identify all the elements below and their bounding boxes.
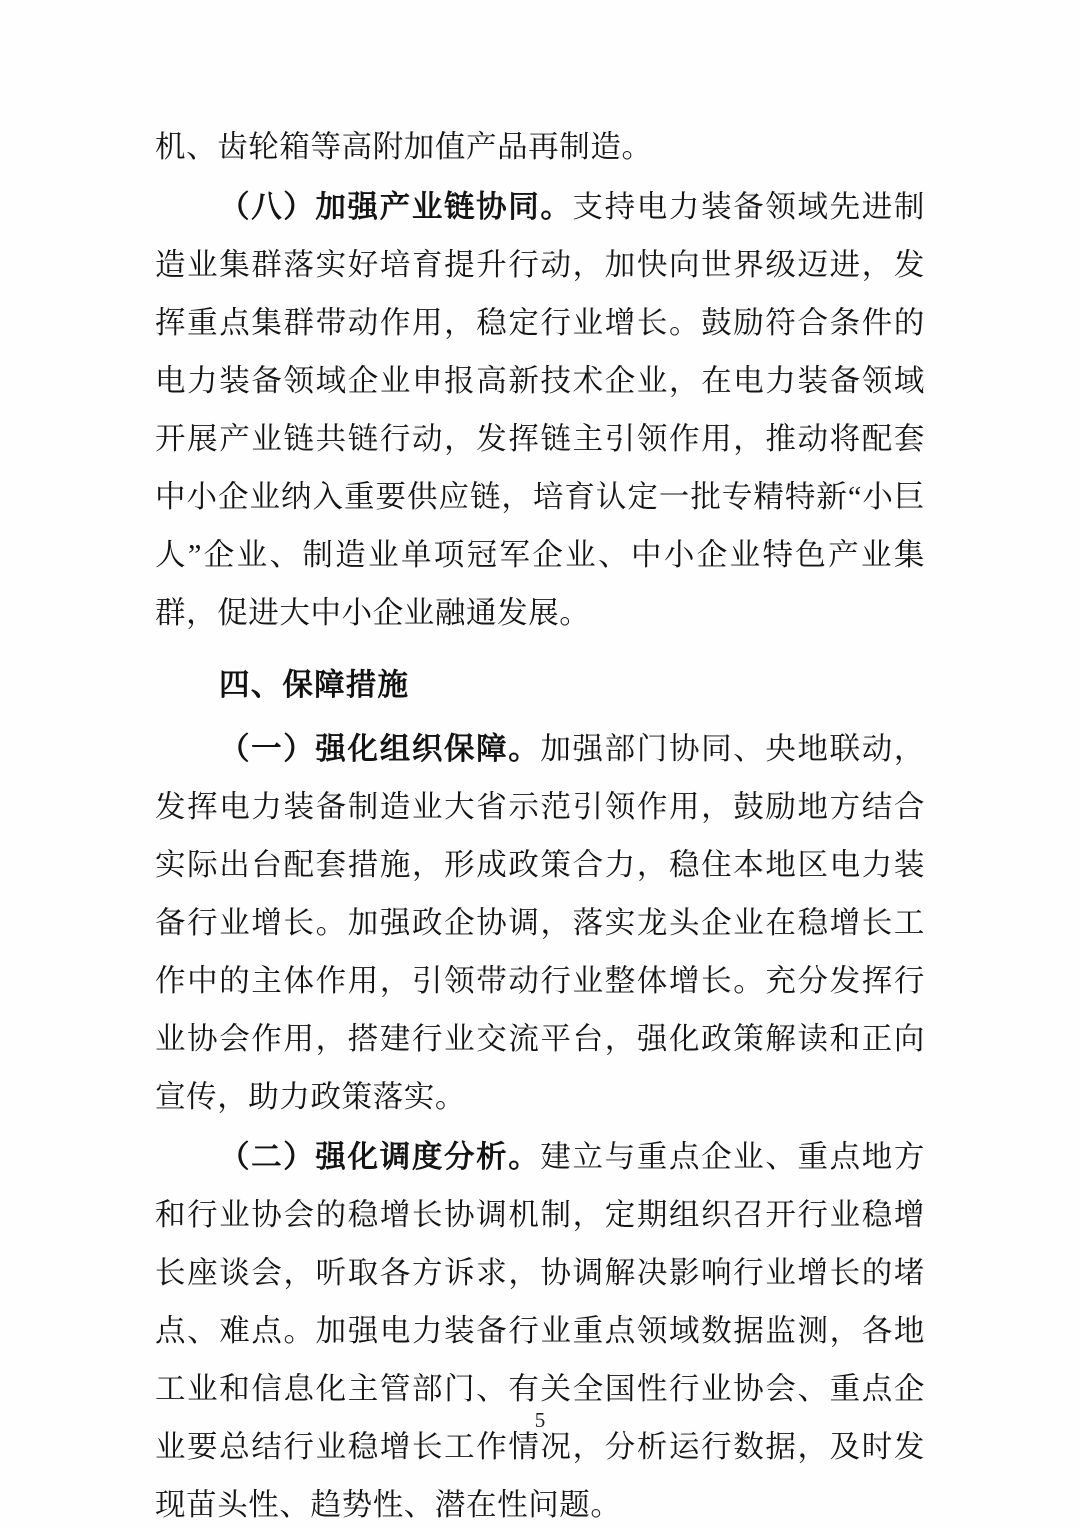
page-number: 5 xyxy=(534,1408,546,1432)
paragraph-continuation xyxy=(155,118,925,176)
document-body xyxy=(155,118,925,1536)
paragraph-item-2 xyxy=(155,1128,925,1534)
paragraph-text: 建立与重点企业、重点地方和行业协会的稳增长协调机制，定期组织召开行业稳增长座谈会，听取各方诉求，协调解决影响行业增长的堵点、难点。加强电力装备行业重点领域数据监测，各地工业和信息化主管部门、有关全国性行业协会、重点企业要总结行业稳增长工作情况，分析运行数据，及时发现苗头性、趋势性、潜在性问题。 xyxy=(155,1140,926,1522)
paragraph-lead-label: （二）强化调度分析。 xyxy=(219,1140,541,1174)
paragraph-item-1 xyxy=(155,720,925,1126)
paragraph-text: 加强部门协同、央地联动，发挥电力装备制造业大省示范引领作用，鼓励地方结合实际出台配套措施，形成政策合力，稳住本地区电力装备行业增长。加强政企协调，落实龙头企业在稳增长工作中的主体作用，引领带动行业整体增长。充分发挥行业协会作用，搭建行业交流平台，强化政策解读和正向宣传，助力政策落实。 xyxy=(155,732,926,1114)
paragraph-lead-label: （一）强化组织保障。 xyxy=(219,732,541,766)
section-heading-four: 四、保障措施 xyxy=(219,668,410,702)
paragraph-text: 支持电力装备领域先进制造业集群落实好培育提升行动，加快向世界级迈进，发挥重点集群带动作用，稳定行业增长。鼓励符合条件的电力装备领域企业申报高新技术企业，在电力装备领域开展产业链共链行动，发挥链主引领作用，推动将配套中小企业纳入重要供应链，培育认定一批专精特新“小巨人”企业、制造业单项冠军企业、中小企业特色产业集群，促进大中小企业融通发展。 xyxy=(155,190,925,630)
paragraph-text: 机、齿轮箱等高附加值产品再制造。 xyxy=(155,130,653,164)
paragraph-lead-label: （八）加强产业链协同。 xyxy=(219,190,573,224)
paragraph-item-8 xyxy=(155,178,925,642)
